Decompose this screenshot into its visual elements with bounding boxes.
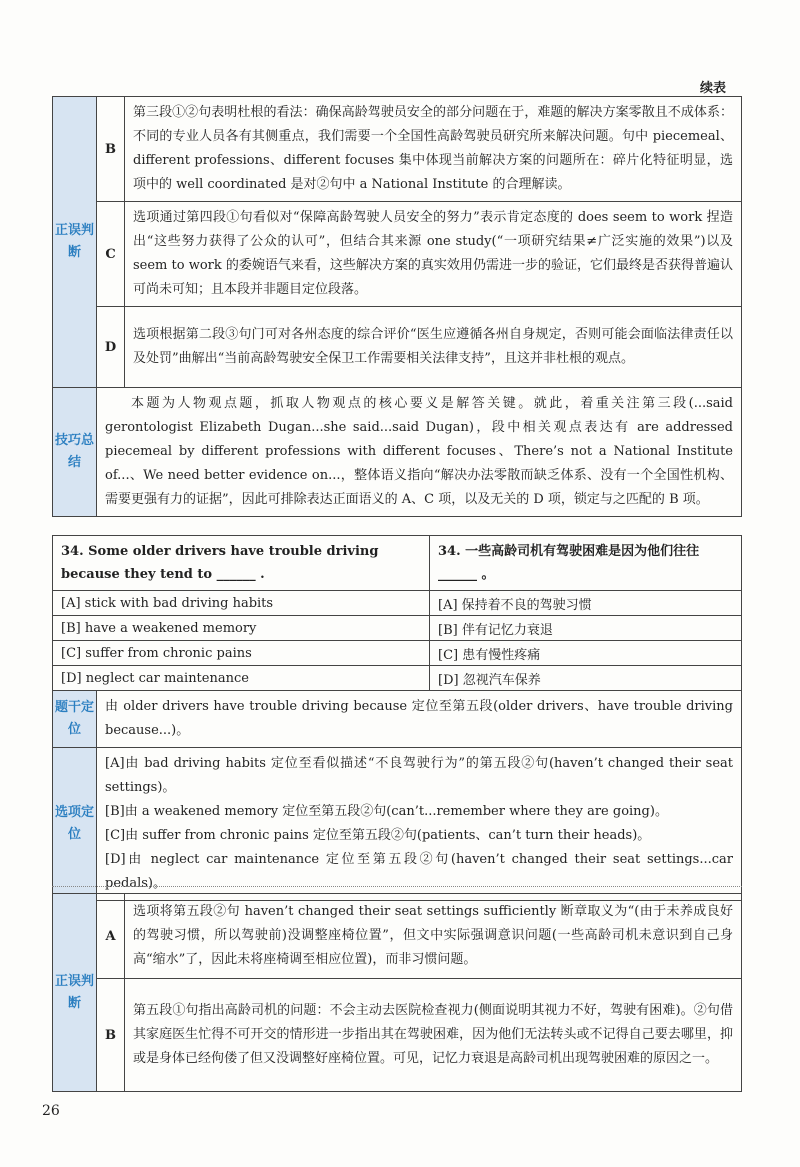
question-table (52, 535, 742, 901)
answer-analysis-table-2 (52, 893, 742, 1092)
analysis-text: 选项将第五段②句 haven’t changed their seat settings sufficiently 断章取义为“(由于未养成良好的驾驶习惯，所以驾驶前)没调整座椅位置”，但文中实际强调意识问题(一些高龄司机未意识到自己身高“缩水”了，因此未将座椅调至相应位置)，而非习惯问题。 (125, 894, 742, 979)
tips-label: 技巧总结 (53, 388, 97, 517)
table-row (53, 616, 742, 641)
table-row (53, 97, 742, 202)
option-letter: B (97, 97, 125, 202)
option-zh: [B] 伴有记忆力衰退 (430, 616, 742, 641)
option-location-line: [B]由 a weakened memory 定位至第五段②句(can’t...remember where they are going)。 (105, 804, 668, 819)
page-number: 26 (42, 1103, 60, 1119)
option-location-label: 选项定位 (53, 748, 97, 901)
option-location-line: [D]由 neglect car maintenance 定位至第五段②句(haven’t changed their seat settings...car pedals)。 (105, 852, 733, 891)
option-zh: [A] 保持着不良的驾驶习惯 (430, 591, 742, 616)
stem-location-label: 题干定位 (53, 691, 97, 748)
table-row (53, 202, 742, 307)
table-row (53, 894, 742, 979)
tips-text: 本题为人物观点题，抓取人物观点的核心要义是解答关键。就此，着重关注第三段(...said gerontologist Elizabeth Dugan...she said...said Dugan)，段中相关观点表达有 are addressed piecemeal by different professions with different focuses、There’s not a National Institute of...、We need better evidence on...，整体语义指向“解决办法零散而缺乏体系、没有一个全国性机构、需要更强有力的证据”，因此可排除表达正面语义的 A、C 项，以及无关的 D 项，锁定与之匹配的 B 项。 (97, 388, 742, 517)
table-row (53, 666, 742, 691)
analysis-text: 第五段①句指出高龄司机的问题：不会主动去医院检查视力(侧面说明其视力不好，驾驶有困难)。②句借其家庭医生忙得不可开交的情形进一步指出其在驾驶困难，因为他们无法转头或不记得自己要去哪里，抑或是身体已经佝偻了但又没调整好座椅位置。可见，记忆力衰退是高龄司机出现驾驶困难的原因之一。 (125, 979, 742, 1092)
stem-location-text: 由 older drivers have trouble driving because 定位至第五段(older drivers、have trouble driving because...)。 (97, 691, 742, 748)
option-en: [C] suffer from chronic pains (53, 641, 430, 666)
option-location-line: [C]由 suffer from chronic pains 定位至第五段②句(patients、can’t turn their heads)。 (105, 828, 651, 843)
table-row (53, 307, 742, 388)
table-row (53, 748, 742, 901)
option-letter: A (97, 894, 125, 979)
judge-label: 正误判断 (53, 97, 97, 388)
analysis-text: 第三段①②句表明杜根的看法：确保高龄驾驶员安全的部分问题在于，难题的解决方案零散且不成体系：不同的专业人员各有其侧重点，我们需要一个全国性高龄驾驶员研究所来解决问题。句中 piecemeal、different professions、different focuses 集中体现当前解决方案的问题所在：碎片化特征明显，选项中的 well coordinated 是对②句中 a National Institute 的合理解读。 (125, 97, 742, 202)
judge-label: 正误判断 (53, 894, 97, 1092)
table-row (53, 979, 742, 1092)
table-row (53, 691, 742, 748)
table-row (53, 536, 742, 591)
option-en: [A] stick with bad driving habits (53, 591, 430, 616)
option-zh: [D] 忽视汽车保养 (430, 666, 742, 691)
table-row (53, 641, 742, 666)
option-letter: B (97, 979, 125, 1092)
divider (52, 886, 742, 887)
analysis-text: 选项通过第四段①句看似对“保障高龄驾驶人员安全的努力”表示肯定态度的 does seem to work 捏造出“这些努力获得了公众的认可”，但结合其来源 one study(“一项研究结果≠广泛实施的效果”)以及 seem to work 的委婉语气来看，这些解决方案的真实效用仍需进一步的验证，它们最终是否获得普遍认可尚未可知；且本段并非题目定位段落。 (125, 202, 742, 307)
option-zh: [C] 患有慢性疼痛 (430, 641, 742, 666)
analysis-text: 选项根据第二段③句门可对各州态度的综合评价“医生应遵循各州自身规定，否则可能会面临法律责任以及处罚”曲解出“当前高龄驾驶安全保卫工作需要相关法律支持”，且这并非杜根的观点。 (125, 307, 742, 388)
option-en: [D] neglect car maintenance (53, 666, 430, 691)
table-row (53, 388, 742, 517)
question-zh: 34. 一些高龄司机有驾驶困难是因为他们往往______ 。 (430, 536, 742, 591)
option-letter: D (97, 307, 125, 388)
option-en: [B] have a weakened memory (53, 616, 430, 641)
option-location-block (97, 748, 742, 901)
answer-analysis-table-1 (52, 96, 742, 517)
option-location-line: [A]由 bad driving habits 定位至看似描述“不良驾驶行为”的第五段②句(haven’t changed their seat settings)。 (105, 756, 733, 795)
option-letter: C (97, 202, 125, 307)
question-en: 34. Some older drivers have trouble driving because they tend to ______ . (53, 536, 430, 591)
table-row (53, 591, 742, 616)
continued-label: 续表 (700, 81, 727, 96)
